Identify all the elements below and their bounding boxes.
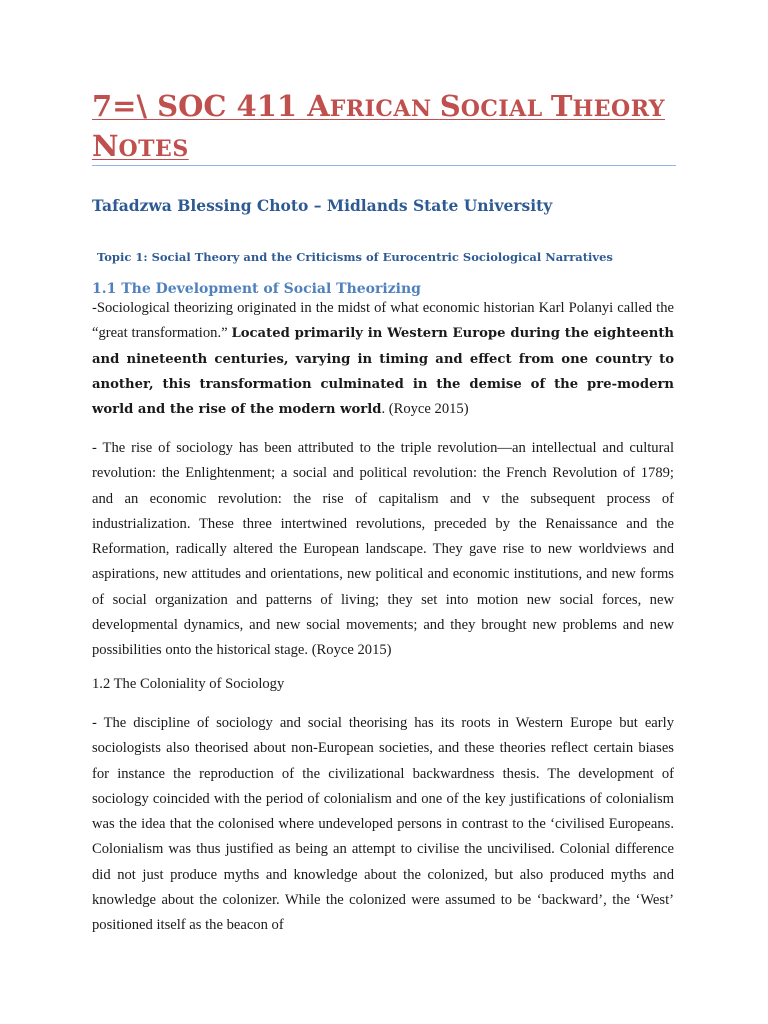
title-course-code: 7=\ SOC 411 (92, 89, 308, 123)
paragraph-coloniality: - The discipline of sociology and social theorising has its roots in Western Europe but early sociologists also theorised about non-European societies, and these theories reflect certain biases for instance the reproduction of the civilizational backwardness thesis. The development of sociology coincided with the period of colonialism and one of the key justifications of colonialism was the idea that the colonised where undeveloped persons in contrast to the ‘civilised Europeans. Colonialism was thus justified as being an attempt to civilise the uncivilised. Colonial difference did not just produce myths and knowledge about the colonized, but also produced myths and knowledge about the colonizer. While the colonized were assumed to be ‘backward’, the ‘West’ positioned itself as the beacon of (92, 715, 674, 934)
section-heading-1-2: 1.2 The Coloniality of Sociology (92, 676, 285, 692)
section-heading-1-1: 1.1 The Development of Social Theorizing (92, 281, 421, 297)
document-title (92, 88, 692, 168)
title-divider (92, 165, 676, 166)
paragraph-triple-revolution: - The rise of sociology has been attributed to the triple revolution—an intellectual and cultural revolution: the Enlightenment; a social and political revolution: the French Revolution of 1789; and an economic revolution: the rise of capitalism and v the subsequent process of industrialization. These three intertwined revolutions, preceded by the Renaissance and the Reformation, radically altered the European landscape. They gave rise to new worldviews and aspirations, new attitudes and orientations, new political and economic institutions, and new forms of social organization and patterns of living; they set into motion new social forces, new developmental dynamics, and new social movements; and they brought new problems and new possibilities onto the historical stage. (Royce 2015) (92, 440, 674, 659)
paragraph-great-transformation: -Sociological theorizing originated in the midst of what economic historian Karl Polanyi called the “great transformation.” Located primarily in Western Europe during the eighteenth and nineteenth centuries, varying in timing and effect from one country to another, this transformation culminated in the demise of the pre-modern world and the rise of the modern world. (Royce 2015) (92, 300, 675, 418)
topic-heading: Topic 1: Social Theory and the Criticisms of Eurocentric Sociological Narratives (97, 250, 613, 264)
author-line: Tafadzwa Blessing Choto – Midlands State University (92, 196, 553, 215)
title-line-2: NOTES (92, 129, 189, 163)
title-line-1: 7=\ SOC 411 AFRICAN SOCIAL THEORY (92, 89, 665, 123)
